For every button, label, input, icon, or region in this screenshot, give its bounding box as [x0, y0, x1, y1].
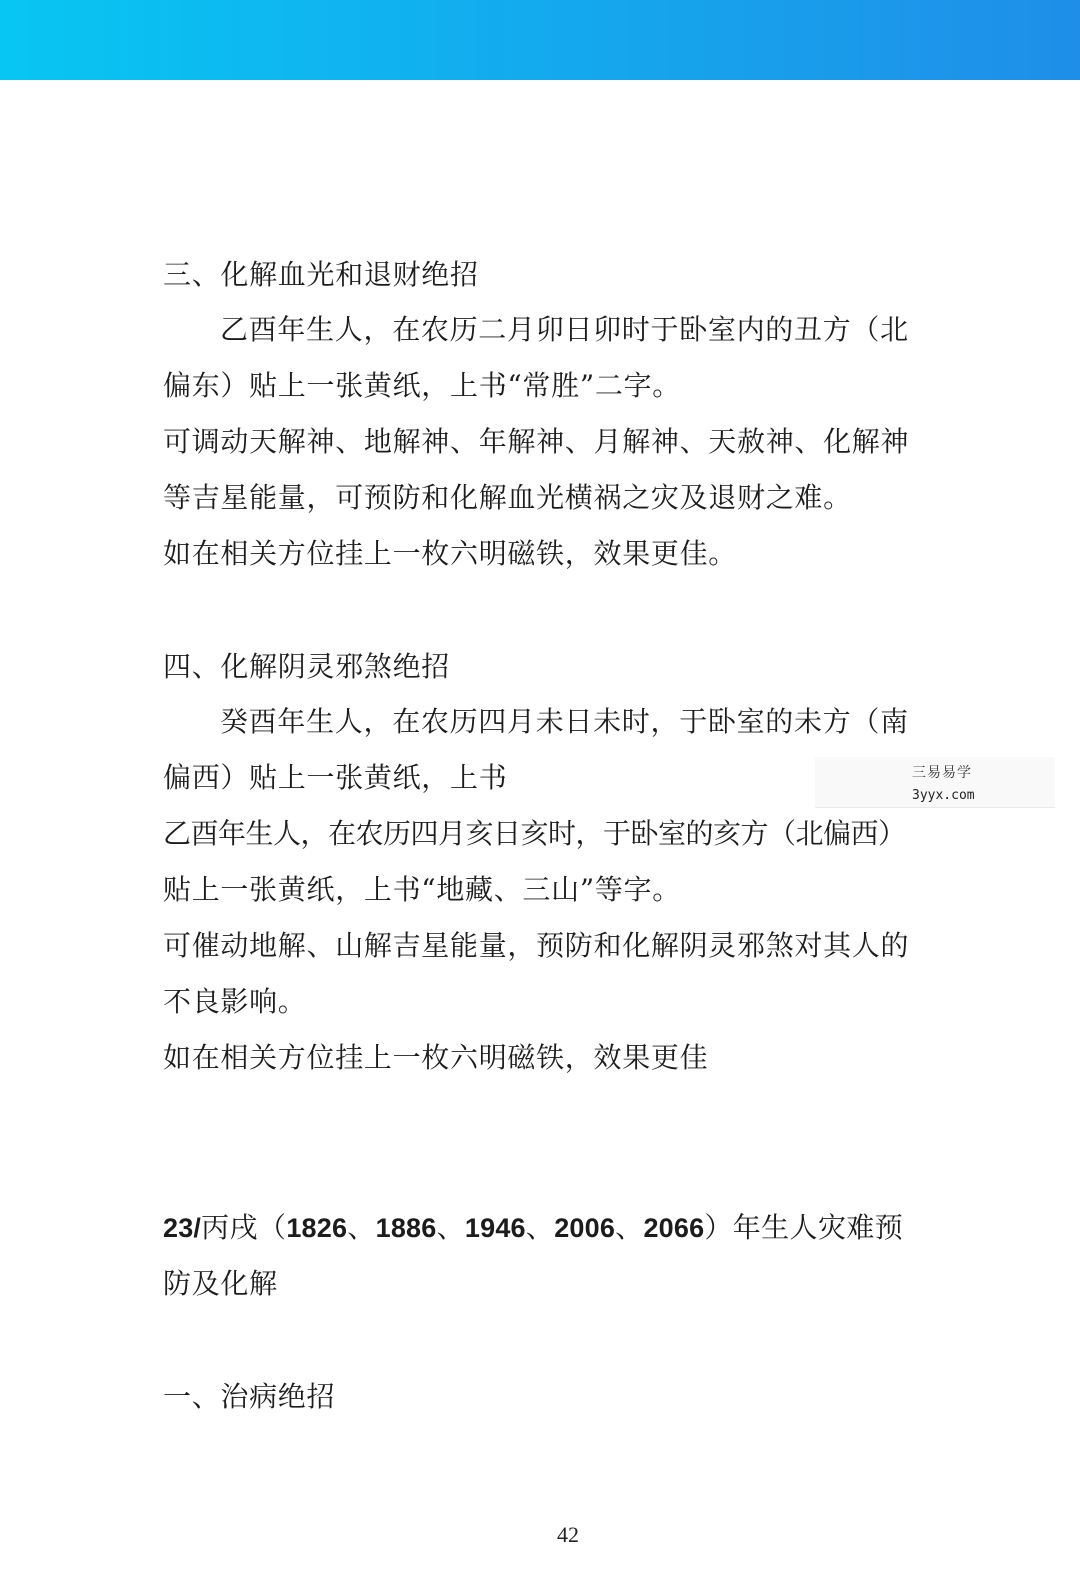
- year-number: 1826: [286, 1213, 348, 1243]
- watermark-name: 三易易学: [912, 765, 972, 781]
- section-3-heading: 三、化解血光和退财绝招: [163, 258, 479, 291]
- section-4-line: 如在相关方位挂上一枚六明磁铁，效果更佳: [163, 1041, 709, 1074]
- title-text: ）年生人灾难预: [704, 1211, 904, 1244]
- section-4-line: 可催动地解、山解吉星能量，预防和化解阴灵邪煞对其人的: [163, 929, 910, 962]
- section-3-line: 乙酉年生人，在农历二月卯日卯时于卧室内的丑方（北: [220, 313, 909, 346]
- chapter-23-title-line-2: 防及化解: [163, 1267, 278, 1300]
- page-number: 42: [557, 1522, 579, 1547]
- year-number: 1946: [464, 1213, 526, 1243]
- section-3-line: 偏东）贴上一张黄纸，上书“常胜”二字。: [163, 369, 681, 402]
- watermark-url: 3yyx.com: [912, 788, 975, 803]
- title-separator: 、: [525, 1211, 555, 1244]
- title-separator: 、: [347, 1211, 376, 1244]
- section-3-line: 如在相关方位挂上一枚六明磁铁，效果更佳。: [163, 537, 738, 570]
- section-4-heading: 四、化解阴灵邪煞绝招: [163, 650, 451, 683]
- year-number: 2066: [643, 1213, 705, 1243]
- year-number: 2006: [554, 1213, 616, 1243]
- section-4-line: 乙酉年生人，在农历四月亥日亥时，于卧室的亥方（北偏西）: [163, 817, 906, 850]
- section-4-line: 癸酉年生人，在农历四月未日未时，于卧室的未方（南: [220, 705, 909, 738]
- section-1-heading: 一、治病绝招: [163, 1380, 336, 1413]
- header-bar: [0, 0, 1080, 80]
- section-4-line: 贴上一张黄纸，上书“地藏、三山”等字。: [163, 873, 681, 906]
- section-3-line: 等吉星能量，可预防和化解血光横祸之灾及退财之难。: [163, 481, 852, 514]
- chapter-23-title: [163, 1210, 903, 1246]
- year-number: 1886: [375, 1213, 437, 1243]
- section-3-line: 可调动天解神、地解神、年解神、月解神、天赦神、化解神: [163, 425, 910, 458]
- section-4-line: 不良影响。: [163, 985, 307, 1018]
- section-4-line: 偏西）贴上一张黄纸，上书: [163, 761, 508, 794]
- title-separator: 、: [436, 1211, 465, 1244]
- title-separator: 、: [615, 1211, 644, 1244]
- chapter-number: 23/: [163, 1213, 202, 1243]
- title-text: 丙戌（: [201, 1211, 287, 1244]
